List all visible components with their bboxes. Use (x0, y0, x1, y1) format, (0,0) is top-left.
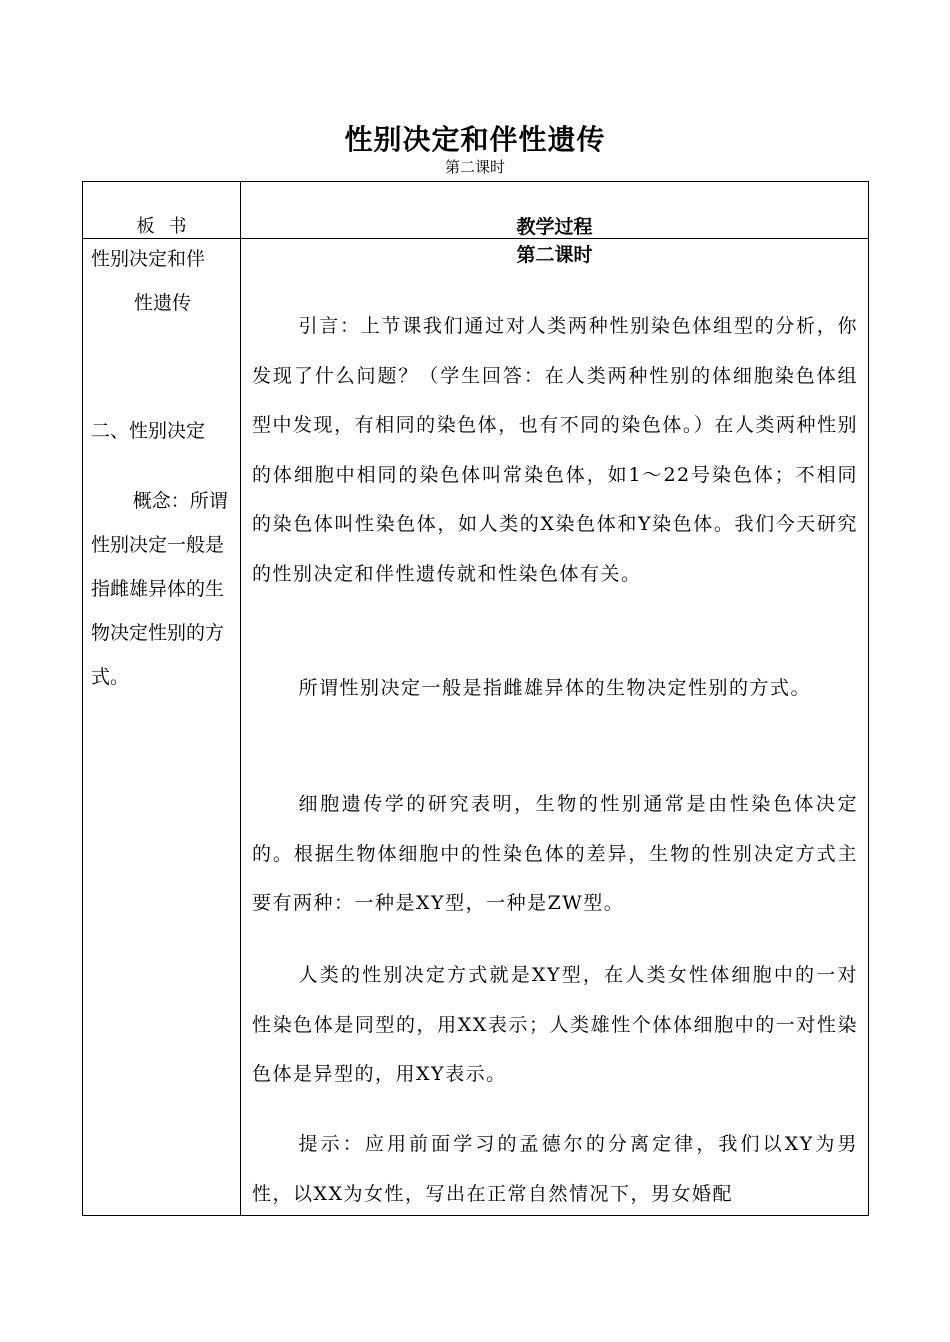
page-subtitle: 第二课时 (444, 158, 505, 176)
header-board: 板书 (136, 216, 201, 237)
page-title: 性别决定和伴性遗传 (344, 123, 606, 156)
column-divider (240, 182, 241, 1215)
paragraph-hint: 提示：应用前面学习的孟德尔的分离定律，我们以XY为男性，以XX为女性，写出在正常自然情况下，男女婚配 (252, 1133, 858, 1205)
header-teaching-process: 教学过程 (516, 216, 593, 238)
paragraph-human-xy: 人类的性别决定方式就是XY型，在人类女性体细胞中的一对性染色体是同型的，用XX表示；人类雄性个体体细胞中的一对性染色体是异型的，用XY表示。 (252, 964, 858, 1085)
paragraph-definition: 所谓性别决定一般是指雌雄异体的生物决定性别的方式。 (298, 677, 812, 699)
board-section: 二、性别决定 (91, 420, 206, 442)
paragraph-genetics: 细胞遗传学的研究表明，生物的性别通常是由性染色体决定的。根据生物体细胞中的性染色体的差异，生物的性别决定方式主要有两种：一种是XY型，一种是ZW型。 (252, 793, 858, 914)
board-topic (91, 237, 234, 325)
lesson-subtitle: 第二课时 (516, 244, 593, 266)
board-topic-line2: 性遗传 (133, 292, 191, 314)
lesson-table (82, 181, 869, 1216)
paragraph-intro: 引言：上节课我们通过对人类两种性别染色体组型的分析，你发现了什么问题？（学生回答：在人类两种性别的体细胞染色体组型中发现，有相同的染色体，也有不同的染色体。）在人类两种性别的体细胞中相同的染色体叫常染色体，如1～22号染色体；不相同的染色体叫性染色体，如人类的X染色体和Y染色体。我们今天研究的性别决定和伴性遗传就和性染色体有关。 (252, 315, 858, 585)
board-concept: 概念：所谓性别决定一般是指雌雄异体的生物决定性别的方式。 (91, 490, 228, 688)
board-topic-line1: 性别决定和伴 (91, 248, 206, 270)
